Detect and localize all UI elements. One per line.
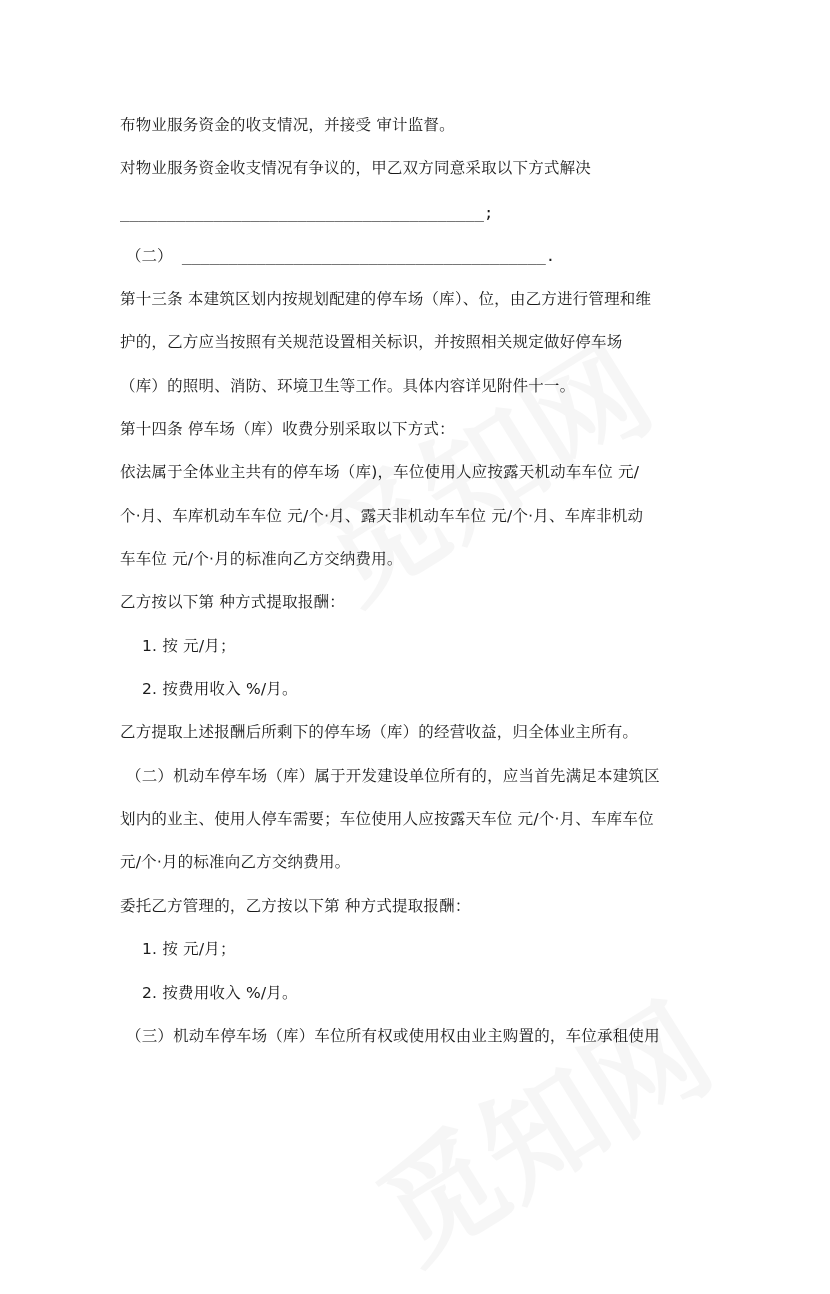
paragraph-line: 乙方按以下第 种方式提取报酬： xyxy=(120,593,345,611)
blank-fill-line: （二） _______________________________________. xyxy=(126,247,556,265)
paragraph-line: （库）的照明、消防、环境卫生等工作。具体内容详见附件十一。 xyxy=(120,377,576,395)
paragraph-line: 个·月、车库机动车车位 元/个·月、露天非机动车车位 元/个·月、车库非机动 xyxy=(120,507,644,525)
paragraph-line: 划内的业主、使用人停车需要；车位使用人应按露天车位 元/个·月、车库车位 xyxy=(120,810,654,828)
paragraph-line: 元/个·月的标准向乙方交纳费用。 xyxy=(120,853,351,871)
paragraph-line: 乙方提取上述报酬后所剩下的停车场（库）的经营收益，归全体业主所有。 xyxy=(120,723,639,741)
paragraph-line: （二）机动车停车场（库）属于开发建设单位所有的，应当首先满足本建筑区 xyxy=(126,767,660,785)
article-14-heading: 第十四条 停车场（库）收费分别采取以下方式： xyxy=(120,420,455,438)
article-13-heading: 第十三条 本建筑区划内按规划配建的停车场（库）、位，由乙方进行管理和维 xyxy=(120,290,652,308)
list-item: 2. 按费用收入 %/月。 xyxy=(142,984,298,1002)
paragraph-line: 车车位 元/个·月的标准向乙方交纳费用。 xyxy=(120,550,403,568)
list-item: 2. 按费用收入 %/月。 xyxy=(142,680,298,698)
list-item: 1. 按 元/月； xyxy=(142,637,236,655)
paragraph-line: 护的，乙方应当按照有关规范设置相关标识，并按照相关规定做好停车场 xyxy=(120,333,623,351)
watermark-text xyxy=(342,958,738,1294)
paragraph-line: 委托乙方管理的，乙方按以下第 种方式提取报酬： xyxy=(120,897,471,915)
paragraph-line: 依法属于全体业主共有的停车场（库)，车位使用人应按露天机动车车位 元/ xyxy=(120,463,640,481)
paragraph-line: 布物业服务资金的收支情况，并接受 审计监督。 xyxy=(120,116,455,134)
paragraph-line: 对物业服务资金收支情况有争议的，甲乙双方同意采取以下方式解决 xyxy=(120,159,592,177)
list-item: 1. 按 元/月； xyxy=(142,940,236,958)
paragraph-line: （三）机动车停车场（库）车位所有权或使用权由业主购置的，车位承租使用 xyxy=(126,1027,660,1045)
blank-fill-line: _______________________________________; xyxy=(120,204,494,222)
